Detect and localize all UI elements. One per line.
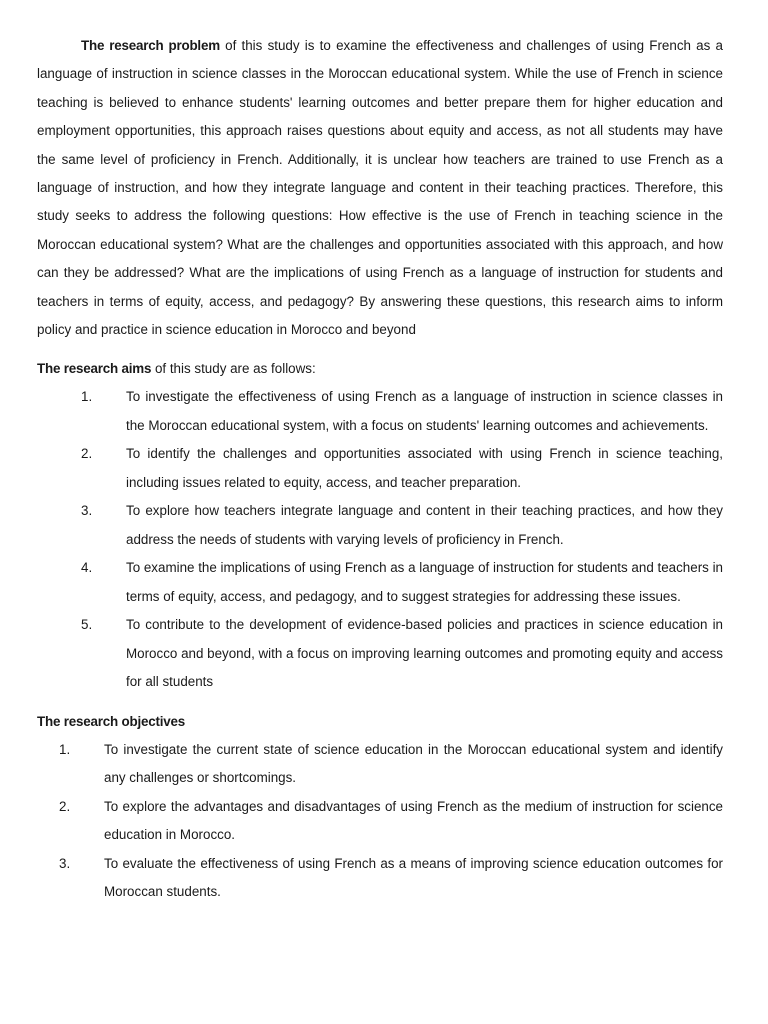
list-item — [37, 554, 723, 611]
research-aims-heading: The research aims — [37, 361, 152, 377]
list-item-number: 3. — [81, 503, 93, 519]
list-item — [37, 850, 723, 907]
list-item — [37, 611, 723, 697]
list-item — [37, 793, 723, 850]
research-aims-list — [37, 383, 723, 697]
research-objectives-heading-line — [37, 708, 723, 736]
research-problem-heading: The research problem — [81, 38, 220, 53]
list-item-number: 5. — [81, 617, 93, 633]
list-item-text: To investigate the effectiveness of using French as a language of instruction in science classes in the Moroccan educational system, with a focus on students' learning outcomes and achievements. — [126, 389, 723, 433]
list-item — [37, 736, 723, 793]
list-item-text: To explore how teachers integrate language and content in their teaching practices, and how they address the needs of students with varying levels of proficiency in French. — [126, 503, 723, 547]
list-item-text: To explore the advantages and disadvantages of using French as the medium of instruction for science education in Morocco. — [104, 798, 723, 843]
list-item-text: To investigate the current state of science education in the Moroccan educational system and identify any challenges or shortcomings. — [104, 741, 723, 786]
research-aims-intro-text: of this study are as follows: — [151, 361, 316, 377]
document-page — [37, 32, 723, 907]
list-item — [37, 497, 723, 554]
list-item — [37, 440, 723, 497]
research-objectives-heading: The research objectives — [37, 713, 185, 729]
list-item-text: To identify the challenges and opportunities associated with using French in science teaching, including issues related to equity, access, and teacher preparation. — [126, 446, 723, 490]
list-item-number: 2. — [81, 446, 93, 462]
list-item-text: To examine the implications of using French as a language of instruction for students and teachers in terms of equity, access, and pedagogy, and to suggest strategies for addressing these issues. — [126, 560, 723, 604]
research-problem-text: of this study is to examine the effectiveness and challenges of using French as a language of instruction in science classes in the Moroccan educational system. While the use of French in science teaching is believed to enhance students' learning outcomes and better prepare them for higher education and employment opportunities, this approach raises questions about equity and access, as not all students may have the same level of proficiency in French. Additionally, it is unclear how teachers are trained to use French as a language of instruction, and how they integrate language and content in their teaching practices. Therefore, this study seeks to address the following questions: How effective is the use of French in teaching science in the Moroccan educational system? What are the challenges and opportunities associated with this approach, and how can they be addressed? What are the implications of using French as a language of instruction for students and teachers in terms of equity, access, and pedagogy? By answering these questions, this research aims to inform policy and practice in science education in Morocco and beyond — [37, 38, 723, 338]
list-item-text: To contribute to the development of evidence-based policies and practices in science education in Morocco and beyond, with a focus on improving learning outcomes and promoting equity and access for all students — [126, 617, 723, 690]
list-item-number: 1. — [81, 389, 93, 405]
list-item-number: 1. — [59, 741, 71, 757]
list-item-text: To evaluate the effectiveness of using French as a means of improving science education outcomes for Moroccan students. — [104, 855, 723, 900]
list-item-number: 4. — [81, 560, 93, 576]
list-item-number: 2. — [59, 798, 71, 814]
list-item — [37, 383, 723, 440]
list-item-number: 3. — [59, 855, 71, 871]
research-aims-intro — [37, 355, 723, 383]
research-problem-paragraph — [37, 32, 723, 344]
research-objectives-list — [37, 736, 723, 907]
